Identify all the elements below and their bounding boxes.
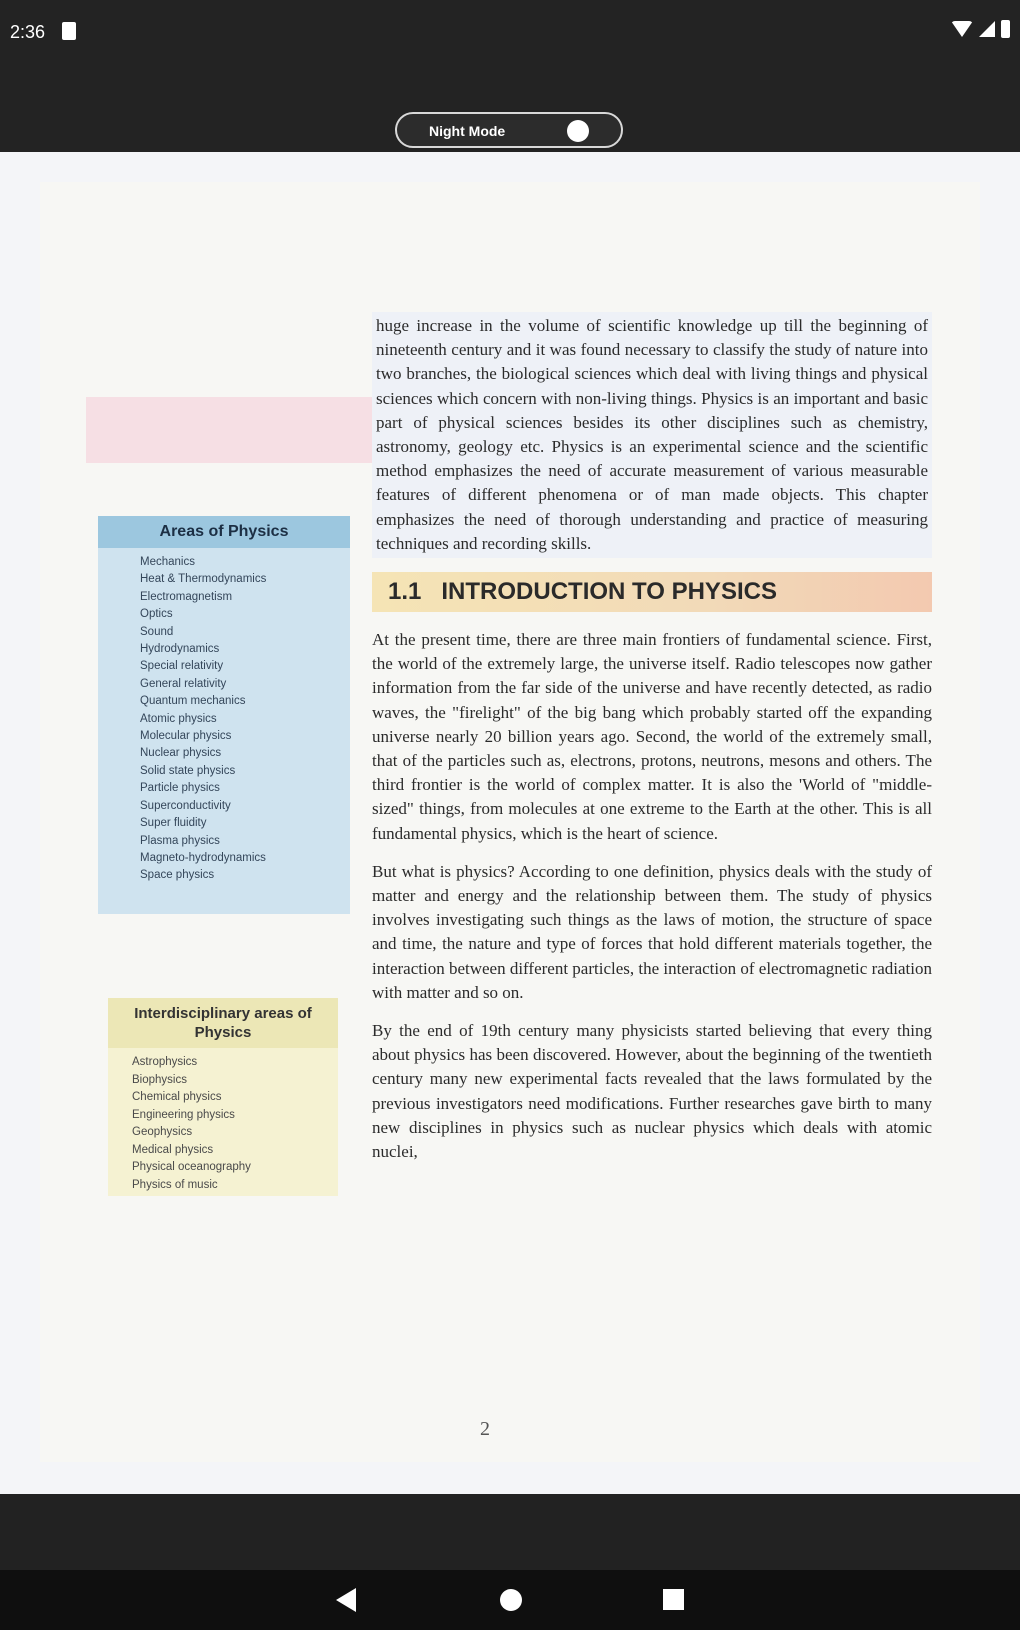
recents-icon[interactable] bbox=[663, 1589, 684, 1610]
status-icons bbox=[951, 20, 1010, 38]
toggle-knob[interactable] bbox=[567, 120, 589, 142]
list-item: Molecular physics bbox=[140, 730, 232, 743]
list-item: Space physics bbox=[140, 869, 215, 882]
night-mode-toggle[interactable] bbox=[395, 112, 623, 148]
list-item: Nuclear physics bbox=[140, 747, 222, 760]
section-heading bbox=[372, 572, 932, 612]
list-item: Physics of music bbox=[132, 1178, 218, 1191]
page-number: 2 bbox=[480, 1418, 490, 1440]
list-item: Optics bbox=[140, 608, 173, 621]
paragraph-history: By the end of 19th century many physicists started believing that every thing about physics has been discovered. However, about the beginning of the twentieth century many new experimental facts revealed that the laws formulated by the previous investigators need modifications. Further researches gave birth to many new disciplines in physics such as nuclear physics which deals with atomic nuclei, bbox=[372, 1021, 932, 1162]
back-icon[interactable] bbox=[336, 1588, 356, 1612]
list-item: Super fluidity bbox=[140, 817, 207, 830]
list-item: Geophysics bbox=[132, 1126, 193, 1138]
list-item: Medical physics bbox=[132, 1143, 214, 1156]
wifi-icon bbox=[951, 21, 973, 37]
interdisciplinary-list bbox=[108, 1054, 338, 1194]
list-item: Magneto-hydrodynamics bbox=[140, 851, 266, 864]
signal-icon bbox=[979, 21, 995, 37]
areas-list bbox=[98, 554, 350, 885]
list-item: Atomic physics bbox=[140, 712, 217, 725]
list-item: Astrophysics bbox=[132, 1056, 198, 1068]
list-item: Solid state physics bbox=[140, 764, 236, 777]
nav-buttons-row bbox=[0, 1570, 1020, 1630]
paragraph-frontiers: At the present time, there are three main frontiers of fundamental science. First, the world of the extremely large, the universe itself. Radio telescopes now gather information from the far side of the universe and have recently detected, as radio waves, the "firelight" of the big bang which probably started off the expanding universe nearly 20 billion years ago. Second, the world of the extremely small, that of the particles such as, electrons, protons, neutrons, mesons and others. The third frontier is the world of complex matter. It is also the 'World of "middle-sized" things, from molecules at one extreme to the Earth at the other. This is all fundamental physics, which is the heart of science. bbox=[372, 630, 932, 843]
main-text-column bbox=[372, 312, 932, 1178]
list-item: Physical oceanography bbox=[132, 1161, 251, 1173]
status-bar bbox=[0, 0, 1020, 66]
areas-box-title: Areas of Physics bbox=[98, 516, 350, 548]
list-item: Hydrodynamics bbox=[140, 643, 220, 656]
list-item: Special relativity bbox=[140, 660, 224, 673]
sim-card-icon bbox=[62, 22, 76, 40]
document-page bbox=[40, 182, 980, 1462]
document-viewer[interactable] bbox=[0, 152, 1020, 1494]
list-item: Chemical physics bbox=[132, 1091, 222, 1103]
toolbar bbox=[0, 66, 1020, 150]
list-item: Sound bbox=[140, 625, 174, 638]
list-item: Superconductivity bbox=[140, 799, 231, 812]
list-item: Quantum mechanics bbox=[140, 695, 246, 708]
section-number: 1.1 bbox=[388, 578, 422, 606]
night-mode-label: Night Mode bbox=[429, 123, 506, 139]
list-item: General relativity bbox=[140, 677, 227, 690]
areas-of-physics-box bbox=[98, 516, 350, 914]
list-item: Engineering physics bbox=[132, 1108, 235, 1121]
list-item: Electromagnetism bbox=[140, 590, 233, 603]
battery-icon bbox=[1001, 20, 1010, 38]
list-item: Plasma physics bbox=[140, 834, 220, 847]
home-icon[interactable] bbox=[500, 1589, 522, 1611]
interdisciplinary-areas-box bbox=[108, 998, 338, 1196]
section-title: INTRODUCTION TO PHYSICS bbox=[441, 578, 777, 606]
interdisciplinary-box-title: Interdisciplinary areas of Physics bbox=[108, 998, 338, 1048]
list-item: Mechanics bbox=[140, 556, 195, 568]
list-item: Biophysics bbox=[132, 1073, 187, 1086]
faded-banner bbox=[86, 397, 406, 463]
navigation-bar bbox=[0, 1494, 1020, 1630]
paragraph-definition: But what is physics? According to one definition, physics deals with the study of matter and energy and the relationship between them. The study of physics involves investigating such things as the laws of motion, the structure of space and time, the nature and type of forces that hold different materials together, the interaction between different particles, the interaction of electromagnetic radiation with matter and so on. bbox=[372, 861, 932, 1002]
status-time: 2:36 bbox=[10, 22, 46, 42]
list-item: Particle physics bbox=[140, 782, 220, 795]
intro-paragraph: huge increase in the volume of scientific knowledge up till the beginning of nineteenth century and it was found necessary to classify the study of nature into two branches, the biological sciences which deal with living things and physical sciences which concern with non-living things. Physics is an important and basic part of physical sciences besides its other disciplines such as chemistry, astronomy, geology etc. Physics is an experimental science and the scientific method emphasizes the need of accurate measurement of various measurable features of different phenomena or of man made objects. This chapter emphasizes the need of thorough understanding and practice of measuring techniques and recording skills. bbox=[372, 312, 932, 558]
list-item: Heat & Thermodynamics bbox=[140, 573, 267, 586]
